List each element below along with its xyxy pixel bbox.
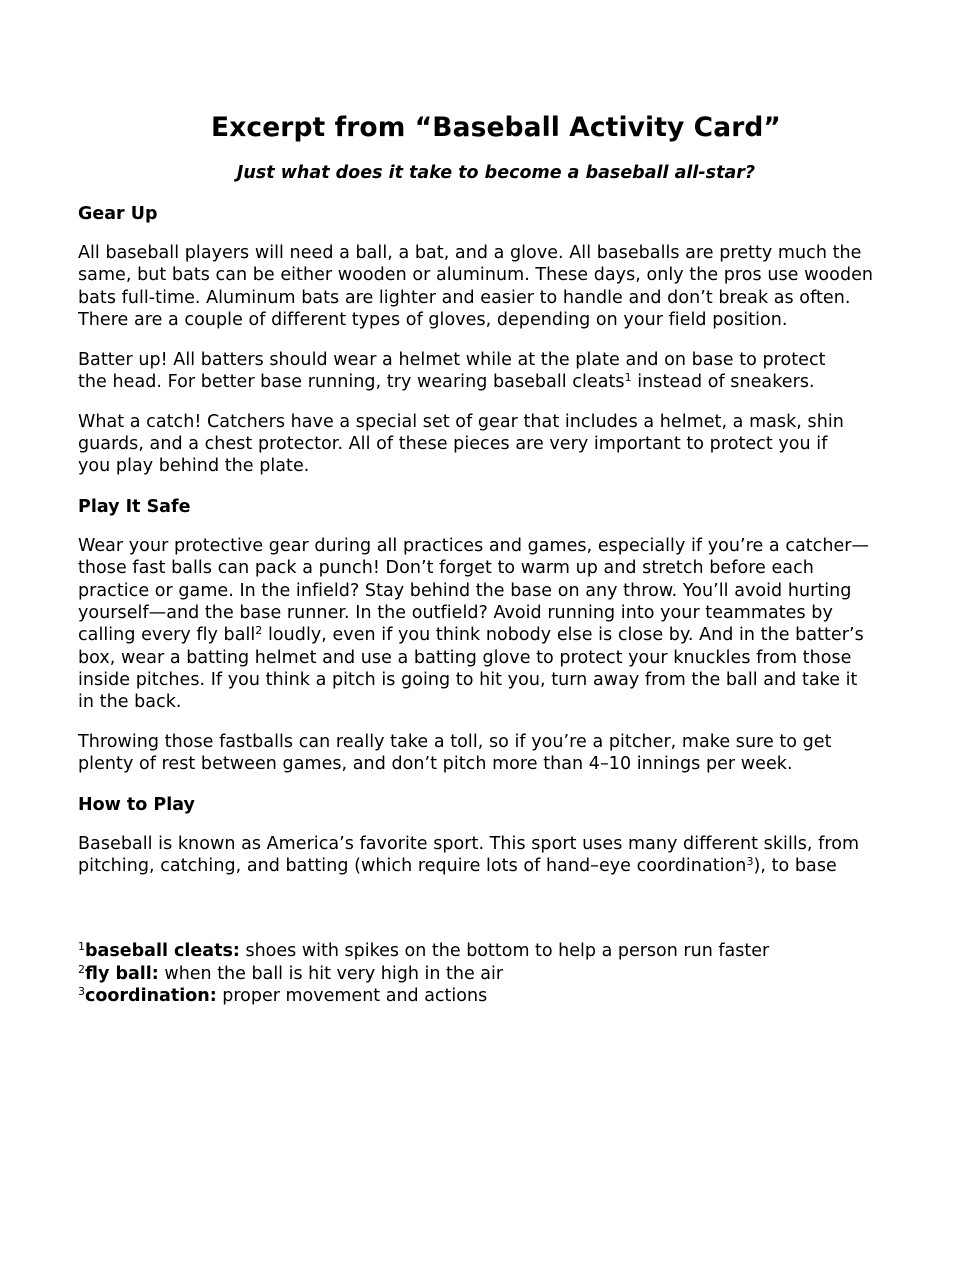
page-title: Excerpt from “Baseball Activity Card” bbox=[211, 112, 781, 143]
footnote-ref-3: 3 bbox=[746, 855, 754, 869]
text-line: practice or game. In the infield? Stay behind the base on any throw. You’ll avoid hurting bbox=[78, 580, 852, 601]
footnote-3 bbox=[78, 985, 914, 1008]
paragraph-batter-up bbox=[78, 349, 914, 394]
text-line: yourself—and the base runner. In the outfield? Avoid running into your teammates by bbox=[78, 603, 833, 624]
paragraph-catcher-gear bbox=[78, 411, 914, 478]
document-page bbox=[78, 108, 914, 895]
text-line: Batter up! All batters should wear a helmet while at the plate and on base to protect bbox=[78, 349, 826, 370]
paragraph-protective-gear bbox=[78, 535, 914, 713]
section-heading-play-it-safe: Play It Safe bbox=[78, 497, 191, 518]
footnote-term: fly ball: bbox=[85, 963, 159, 984]
text-line: Throwing those fastballs can really take a toll, so if you’re a pitcher, make sure to get bbox=[78, 732, 832, 753]
text-segment: instead of sneakers. bbox=[631, 371, 815, 392]
footnote-ref-1: 1 bbox=[624, 370, 632, 384]
text-line bbox=[78, 855, 914, 877]
footnote-1 bbox=[78, 940, 914, 963]
text-line bbox=[78, 371, 914, 393]
text-line bbox=[78, 624, 914, 646]
text-line: same, but bats can be either wooden or aluminum. These days, only the pros use wooden bbox=[78, 265, 874, 286]
page-subtitle: Just what does it take to become a baseball all-star? bbox=[236, 163, 756, 183]
text-line: What a catch! Catchers have a special set of gear that includes a helmet, a mask, shin bbox=[78, 411, 844, 432]
paragraph-how-to-play bbox=[78, 833, 914, 878]
text-segment: calling every fly ball bbox=[78, 625, 256, 646]
section-heading-gear-up: Gear Up bbox=[78, 204, 158, 224]
footnote-definition: proper movement and actions bbox=[216, 986, 488, 1006]
text-line: There are a couple of different types of gloves, depending on your field position. bbox=[78, 309, 788, 330]
text-line: in the back. bbox=[78, 692, 182, 713]
footnote-definition: shoes with spikes on the bottom to help a person run faster bbox=[239, 941, 770, 961]
text-line: box, wear a batting helmet and use a batting glove to protect your knuckles from those bbox=[78, 647, 852, 668]
text-line: Baseball is known as America’s favorite sport. This sport uses many different skills, from bbox=[78, 834, 860, 855]
text-line: bats full-time. Aluminum bats are lighter and easier to handle and don’t break as often. bbox=[78, 287, 851, 308]
footnote-number: 2 bbox=[78, 962, 85, 976]
text-segment: ), to base bbox=[753, 856, 837, 877]
text-line: All baseball players will need a ball, a bat, and a glove. All baseballs are pretty much the bbox=[78, 243, 862, 263]
text-segment: loudly, even if you think nobody else is close by. And in the batter’s bbox=[262, 625, 864, 646]
footnote-ref-2: 2 bbox=[255, 624, 263, 638]
footnote-term: coordination: bbox=[85, 986, 217, 1006]
text-line: those fast balls can pack a punch! Don’t forget to warm up and stretch before each bbox=[78, 558, 814, 579]
text-line: Wear your protective gear during all practices and games, especially if you’re a catcher— bbox=[78, 536, 870, 557]
paragraph-gear-equipment bbox=[78, 242, 914, 331]
section-heading-how-to-play: How to Play bbox=[78, 795, 195, 816]
text-line: inside pitches. If you think a pitch is going to hit you, turn away from the ball and take it bbox=[78, 669, 858, 690]
text-line: you play behind the plate. bbox=[78, 456, 310, 477]
footnotes bbox=[78, 940, 914, 1008]
paragraph-pitcher-rest bbox=[78, 731, 914, 776]
footnote-term: baseball cleats: bbox=[85, 941, 240, 961]
text-line: guards, and a chest protector. All of these pieces are very important to protect you if bbox=[78, 434, 828, 455]
text-segment: pitching, catching, and batting (which require lots of hand–eye coordination bbox=[78, 856, 747, 877]
footnote-number: 3 bbox=[78, 985, 85, 998]
text-segment: the head. For better base running, try wearing baseball cleats bbox=[78, 371, 625, 392]
footnote-2 bbox=[78, 963, 914, 986]
footnote-definition: when the ball is hit very high in the air bbox=[158, 963, 504, 984]
footnote-number: 1 bbox=[78, 940, 85, 953]
text-line: plenty of rest between games, and don’t pitch more than 4–10 innings per week. bbox=[78, 754, 793, 775]
